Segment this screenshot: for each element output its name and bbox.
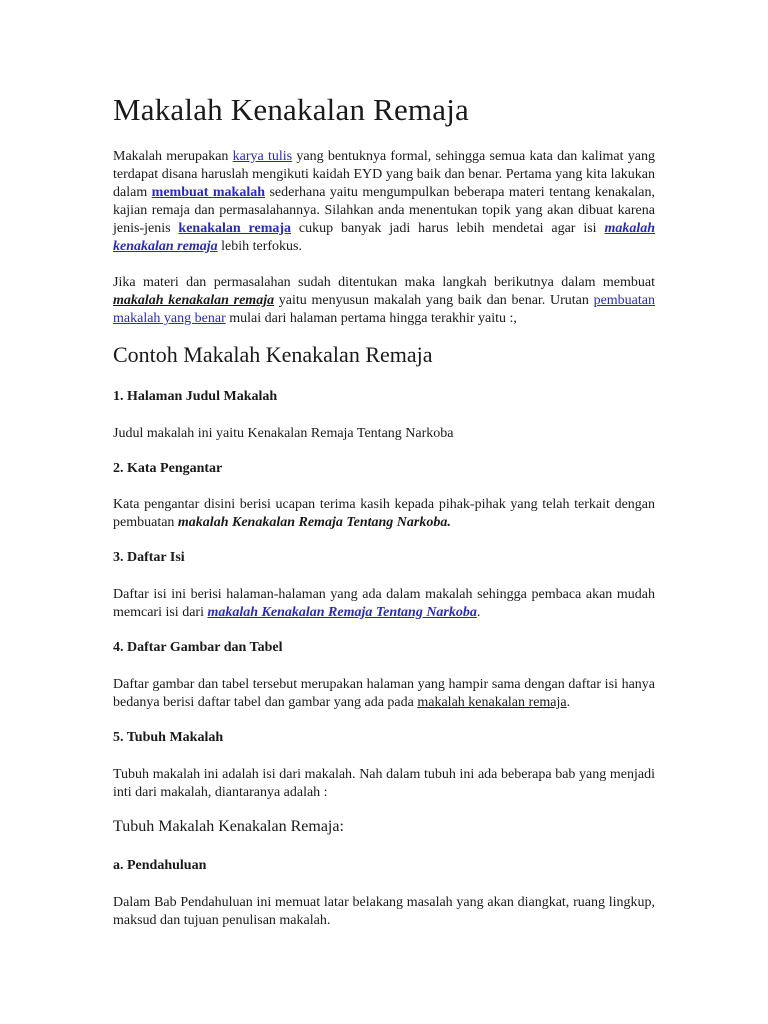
para2-text-1: Jika materi dan permasalahan sudah ditentukan maka langkah berikutnya dalam membuat — [113, 275, 655, 290]
subsection-a-text: Dalam Bab Pendahuluan ini memuat latar belakang masalah yang akan diangkat, ruang lingkup, maksud dan tujuan penulisan makalah. — [113, 895, 655, 928]
link-makalah-narkoba[interactable]: makalah Kenakalan Remaja Tentang Narkoba — [207, 605, 477, 620]
intro-text-2: yang bentuknya formal, sehingga semua kata dan kalimat yang terdapat disana haruslah mengikuti kaidah EYD yang baik dan benar. Pertama yang kita lakukan dalam — [113, 149, 655, 200]
link-kenakalan-remaja[interactable]: kenakalan remaja — [178, 221, 292, 236]
second-paragraph — [113, 274, 655, 328]
link-pembuatan-makalah[interactable]: pembuatan makalah yang benar — [113, 293, 655, 326]
link-membuat-makalah[interactable]: membuat makalah — [151, 185, 266, 200]
section-heading: Contoh Makalah Kenakalan Remaja — [113, 342, 433, 367]
subsection-a-label: a. Pendahuluan — [113, 858, 207, 873]
section-5-label: 5. Tubuh Makalah — [113, 730, 224, 745]
intro-text-3: sederhana yaitu mengumpulkan beberapa materi tentang kenakalan, kajian remaja dan permasalahannya. Silahkan anda menentukan topik yang akan dibuat karena jenis-jenis — [113, 185, 655, 236]
section-1-text: Judul makalah ini yaitu Kenakalan Remaja Tentang Narkoba — [113, 426, 454, 441]
section-4-text-end: . — [566, 695, 571, 710]
intro-text-1: Makalah merupakan — [113, 149, 233, 164]
link-karya-tulis[interactable]: karya tulis — [232, 149, 293, 164]
section-3-paragraph — [113, 586, 655, 622]
section-1-label: 1. Halaman Judul Makalah — [113, 389, 278, 404]
section-2-emphasis: makalah Kenakalan Remaja Tentang Narkoba. — [177, 515, 451, 530]
section-4-underlined: makalah kenakalan remaja — [417, 695, 567, 710]
section-4-label: 4. Daftar Gambar dan Tabel — [113, 640, 283, 655]
subheading-tubuh-makalah: Tubuh Makalah Kenakalan Remaja: — [113, 818, 344, 835]
section-2-paragraph — [113, 496, 655, 532]
section-4-paragraph — [113, 676, 655, 712]
section-3-label: 3. Daftar Isi — [113, 550, 185, 565]
section-2-label: 2. Kata Pengantar — [113, 461, 223, 476]
intro-text-5: lebih terfokus. — [217, 239, 302, 254]
section-2-text: Kata pengantar disini berisi ucapan terima kasih kepada pihak-pihak yang telah terkait dengan pembuatan — [113, 497, 655, 530]
section-3-text: Daftar isi ini berisi halaman-halaman yang ada dalam makalah sehingga pembaca akan mudah memcari isi dari — [113, 587, 655, 620]
section-5-text: Tubuh makalah ini adalah isi dari makalah. Nah dalam tubuh ini ada beberapa bab yang menjadi inti dari makalah, diantaranya adalah : — [113, 767, 655, 800]
intro-text-4: cukup banyak jadi harus lebih mendetai agar isi — [291, 221, 605, 236]
para2-text-2: yaitu menyusun makalah yang baik dan benar. Urutan — [274, 293, 594, 308]
page-title: Makalah Kenakalan Remaja — [113, 92, 469, 127]
para2-emphasis: makalah kenakalan remaja — [113, 293, 275, 308]
intro-paragraph — [113, 148, 655, 256]
section-4-text: Daftar gambar dan tabel tersebut merupakan halaman yang hampir sama dengan daftar isi hanya bedanya berisi daftar tabel dan gambar yang ada pada — [113, 677, 655, 710]
section-3-text-end: . — [476, 605, 481, 620]
link-makalah-kenakalan-remaja[interactable]: makalah kenakalan remaja — [113, 221, 656, 254]
para2-text-3: mulai dari halaman pertama hingga terakhir yaitu :, — [225, 311, 517, 326]
